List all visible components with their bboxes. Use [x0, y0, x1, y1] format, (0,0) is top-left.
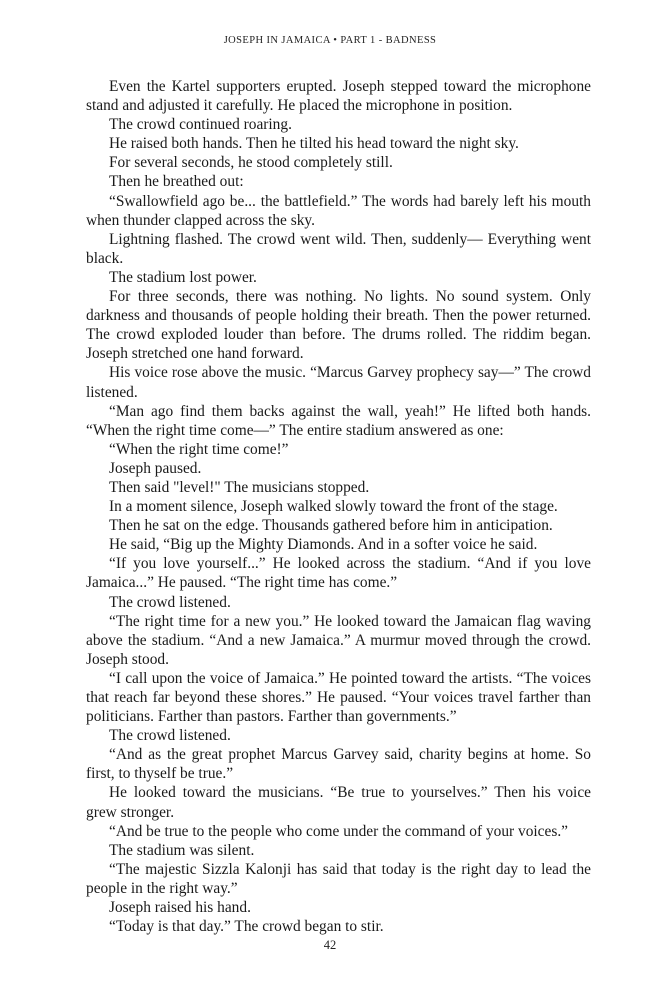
- paragraph: The crowd listened.: [109, 593, 231, 611]
- running-head: JOSEPH IN JAMAICA • PART 1 - BADNESS: [223, 35, 437, 46]
- paragraph: For several seconds, he stood completely still.: [109, 154, 393, 172]
- paragraph: The crowd listened.: [109, 727, 231, 745]
- paragraph: “And be true to the people who come under the command of your voices.”: [109, 822, 569, 840]
- paragraph: “The majestic Sizzla Kalonji has said that today is the right day to lead the people in the right way.”: [86, 860, 591, 897]
- paragraph: The crowd continued roaring.: [109, 116, 292, 134]
- paragraph: In a moment silence, Joseph walked slowly toward the front of the stage.: [109, 498, 558, 516]
- paragraph: For three seconds, there was nothing. No lights. No sound system. Only darkness and thousands of people holding their breath. Then the power returned. The crowd exploded louder than before. The drums rolled. The riddim began. Joseph stretched one hand forward.: [86, 288, 591, 363]
- paragraph: Then he breathed out:: [109, 173, 244, 191]
- paragraph: He looked toward the musicians. “Be true to yourselves.” Then his voice grew stronger.: [86, 784, 591, 821]
- paragraph: “Today is that day.” The crowd began to stir.: [109, 918, 384, 936]
- paragraph: His voice rose above the music. “Marcus Garvey prophecy say—” The crowd listened.: [86, 364, 591, 401]
- paragraph: “Man ago find them backs against the wall, yeah!” He lifted both hands. “When the right time come—” The entire stadium answered as one:: [86, 402, 591, 439]
- paragraph: Joseph paused.: [109, 459, 202, 477]
- paragraph: Lightning flashed. The crowd went wild. Then, suddenly— Everything went black.: [86, 230, 591, 267]
- paragraph: “If you love yourself...” He looked across the stadium. “And if you love Jamaica...” He paused. “The right time has come.”: [86, 555, 591, 592]
- paragraph: “I call upon the voice of Jamaica.” He pointed toward the artists. “The voices that reach far beyond these shores.” He paused. “Your voices travel farther than politicians. Farther than pastors. Farther than governments.”: [86, 669, 591, 726]
- paragraph: “When the right time come!”: [109, 440, 289, 458]
- paragraph: Even the Kartel supporters erupted. Joseph stepped toward the microphone stand and adjusted it carefully. He placed the microphone in position.: [86, 78, 591, 115]
- paragraph: The stadium lost power.: [109, 268, 257, 286]
- paragraph: Then said "level!" The musicians stopped.: [109, 478, 370, 496]
- page-number: 42: [323, 938, 337, 952]
- paragraph: “Swallowfield ago be... the battlefield.” The words had barely left his mouth when thunder clapped across the sky.: [86, 192, 591, 229]
- paragraph: “The right time for a new you.” He looked toward the Jamaican flag waving above the stadium. “And a new Jamaica.” A murmur moved through the crowd. Joseph stood.: [86, 612, 591, 668]
- paragraph: He said, “Big up the Mighty Diamonds. And in a softer voice he said.: [109, 536, 538, 554]
- paragraph: The stadium was silent.: [109, 841, 255, 859]
- paragraph: “And as the great prophet Marcus Garvey said, charity begins at home. So first, to thyself be true.”: [86, 746, 591, 783]
- paragraph: Then he sat on the edge. Thousands gathered before him in anticipation.: [109, 517, 553, 535]
- paragraph: He raised both hands. Then he tilted his head toward the night sky.: [109, 135, 519, 153]
- paragraph: Joseph raised his hand.: [109, 899, 251, 917]
- body-text: [86, 77, 591, 936]
